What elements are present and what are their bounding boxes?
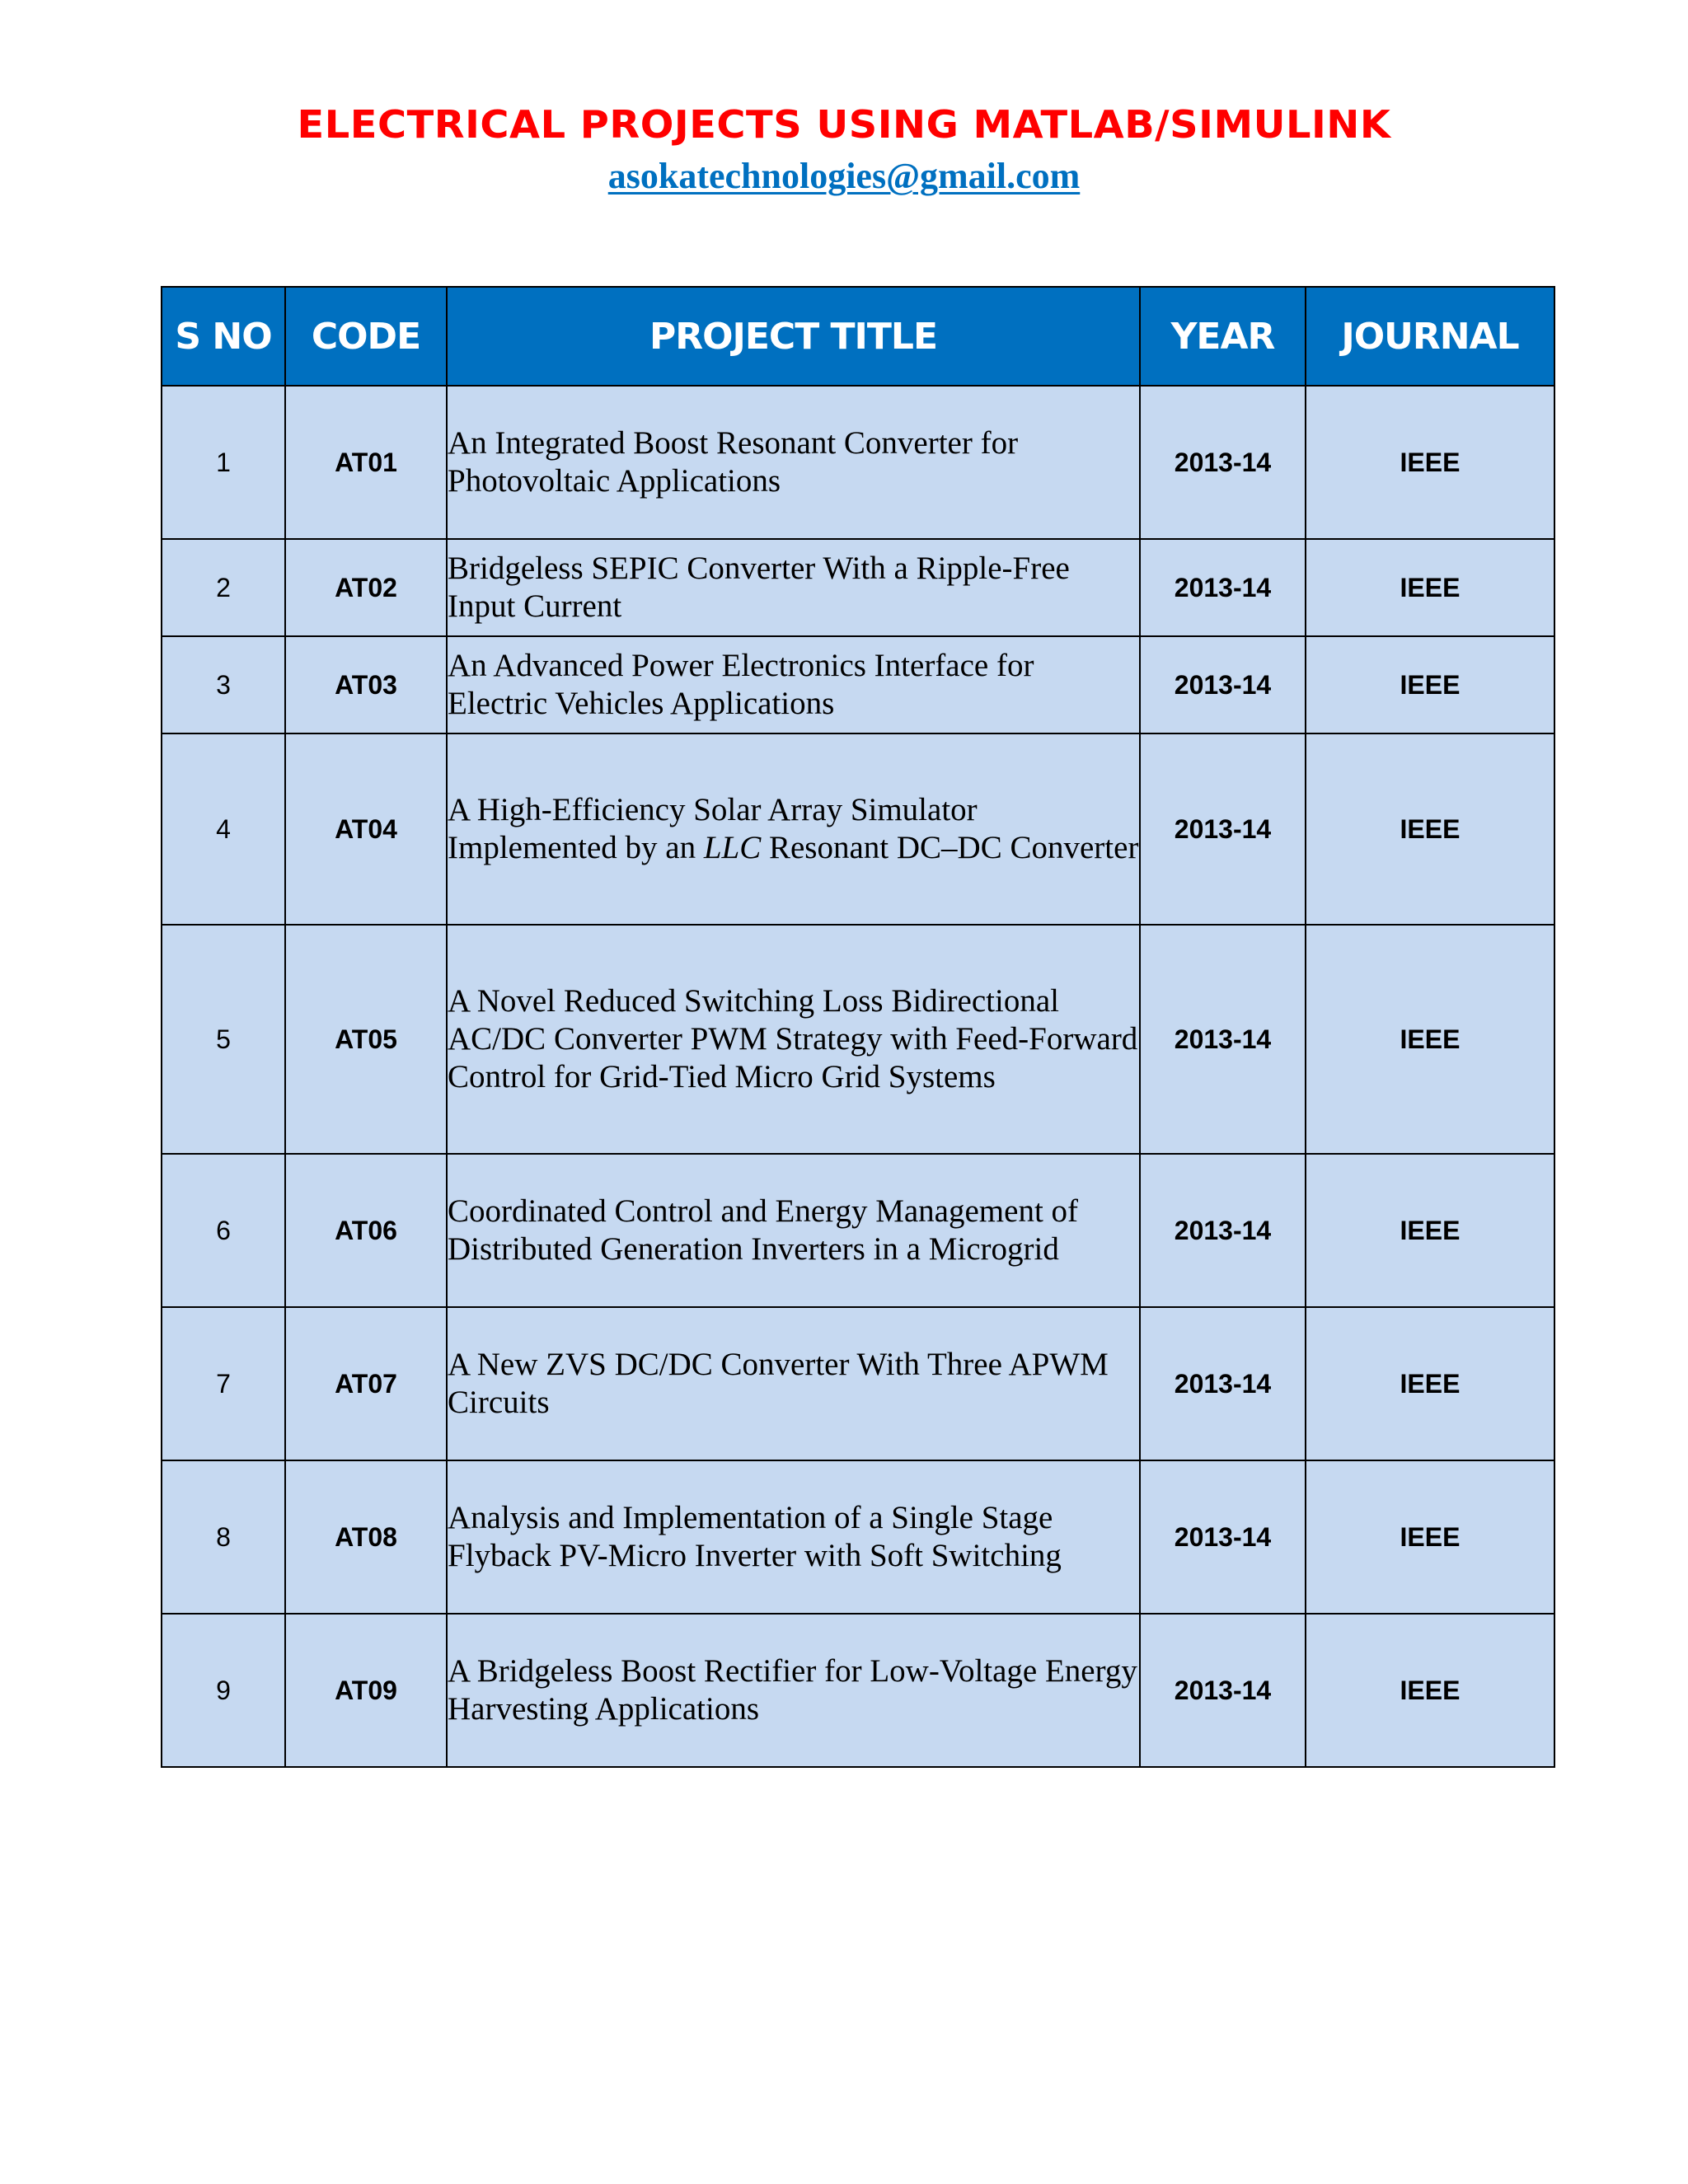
projects-table — [161, 286, 1555, 1768]
table-row — [162, 733, 1554, 925]
cell-year: 2013-14 — [1140, 1460, 1306, 1614]
cell-code: AT04 — [285, 733, 447, 925]
cell-code: AT09 — [285, 1614, 447, 1767]
cell-project-title: Analysis and Implementation of a Single Stage Flyback PV-Micro Inverter with Soft Switching — [447, 1460, 1140, 1614]
cell-year: 2013-14 — [1140, 925, 1306, 1154]
cell-project-title: An Integrated Boost Resonant Converter for Photovoltaic Applications — [447, 386, 1140, 539]
table-row — [162, 925, 1554, 1154]
cell-year: 2013-14 — [1140, 1154, 1306, 1307]
cell-year: 2013-14 — [1140, 386, 1306, 539]
cell-journal: IEEE — [1306, 1154, 1554, 1307]
cell-year: 2013-14 — [1140, 636, 1306, 733]
title-text-part: A High-Efficiency Solar Array Simulator Implemented by an — [448, 792, 978, 865]
cell-journal: IEEE — [1306, 1307, 1554, 1460]
table-row — [162, 636, 1554, 733]
cell-sno: 3 — [162, 636, 285, 733]
cell-journal: IEEE — [1306, 1460, 1554, 1614]
cell-year: 2013-14 — [1140, 539, 1306, 636]
cell-sno: 6 — [162, 1154, 285, 1307]
cell-sno: 7 — [162, 1307, 285, 1460]
page-title: ELECTRICAL PROJECTS USING MATLAB/SIMULINK — [297, 102, 1391, 147]
cell-journal: IEEE — [1306, 733, 1554, 925]
column-header-journal: JOURNAL — [1306, 287, 1554, 386]
cell-project-title — [447, 733, 1140, 925]
email-line — [0, 158, 1688, 194]
cell-journal: IEEE — [1306, 925, 1554, 1154]
cell-code: AT08 — [285, 1460, 447, 1614]
column-header-code: CODE — [285, 287, 447, 386]
cell-journal: IEEE — [1306, 636, 1554, 733]
column-header-year: YEAR — [1140, 287, 1306, 386]
cell-journal: IEEE — [1306, 386, 1554, 539]
cell-project-title: A Novel Reduced Switching Loss Bidirectional AC/DC Converter PWM Strategy with Feed-Forward Control for Grid-Tied Micro Grid Systems — [447, 925, 1140, 1154]
cell-code: AT07 — [285, 1307, 447, 1460]
cell-code: AT03 — [285, 636, 447, 733]
cell-journal: IEEE — [1306, 539, 1554, 636]
cell-sno: 2 — [162, 539, 285, 636]
table-row — [162, 1614, 1554, 1767]
table-row — [162, 1460, 1554, 1614]
table-header-row — [162, 287, 1554, 386]
cell-project-title: Bridgeless SEPIC Converter With a Ripple-Free Input Current — [447, 539, 1140, 636]
cell-code: AT06 — [285, 1154, 447, 1307]
cell-code: AT02 — [285, 539, 447, 636]
cell-project-title: A Bridgeless Boost Rectifier for Low-Voltage Energy Harvesting Applications — [447, 1614, 1140, 1767]
email-link[interactable]: asokatechnologies@gmail.com — [607, 156, 1081, 196]
cell-project-title: An Advanced Power Electronics Interface for Electric Vehicles Applications — [447, 636, 1140, 733]
table-row — [162, 1307, 1554, 1460]
cell-sno: 1 — [162, 386, 285, 539]
cell-code: AT01 — [285, 386, 447, 539]
cell-year: 2013-14 — [1140, 1307, 1306, 1460]
column-header-sno: S NO — [162, 287, 285, 386]
cell-sno: 4 — [162, 733, 285, 925]
cell-sno: 8 — [162, 1460, 285, 1614]
table-row — [162, 539, 1554, 636]
column-header-project-title: PROJECT TITLE — [447, 287, 1140, 386]
cell-code: AT05 — [285, 925, 447, 1154]
title-text-italic: LLC — [703, 830, 762, 865]
cell-year: 2013-14 — [1140, 1614, 1306, 1767]
cell-journal: IEEE — [1306, 1614, 1554, 1767]
title-text-part: Resonant DC–DC Converter — [761, 830, 1139, 865]
cell-project-title: Coordinated Control and Energy Management of Distributed Generation Inverters in a Microgrid — [447, 1154, 1140, 1307]
table-row — [162, 1154, 1554, 1307]
cell-sno: 5 — [162, 925, 285, 1154]
cell-project-title: A New ZVS DC/DC Converter With Three APWM Circuits — [447, 1307, 1140, 1460]
table-row — [162, 386, 1554, 539]
cell-year: 2013-14 — [1140, 733, 1306, 925]
cell-sno: 9 — [162, 1614, 285, 1767]
